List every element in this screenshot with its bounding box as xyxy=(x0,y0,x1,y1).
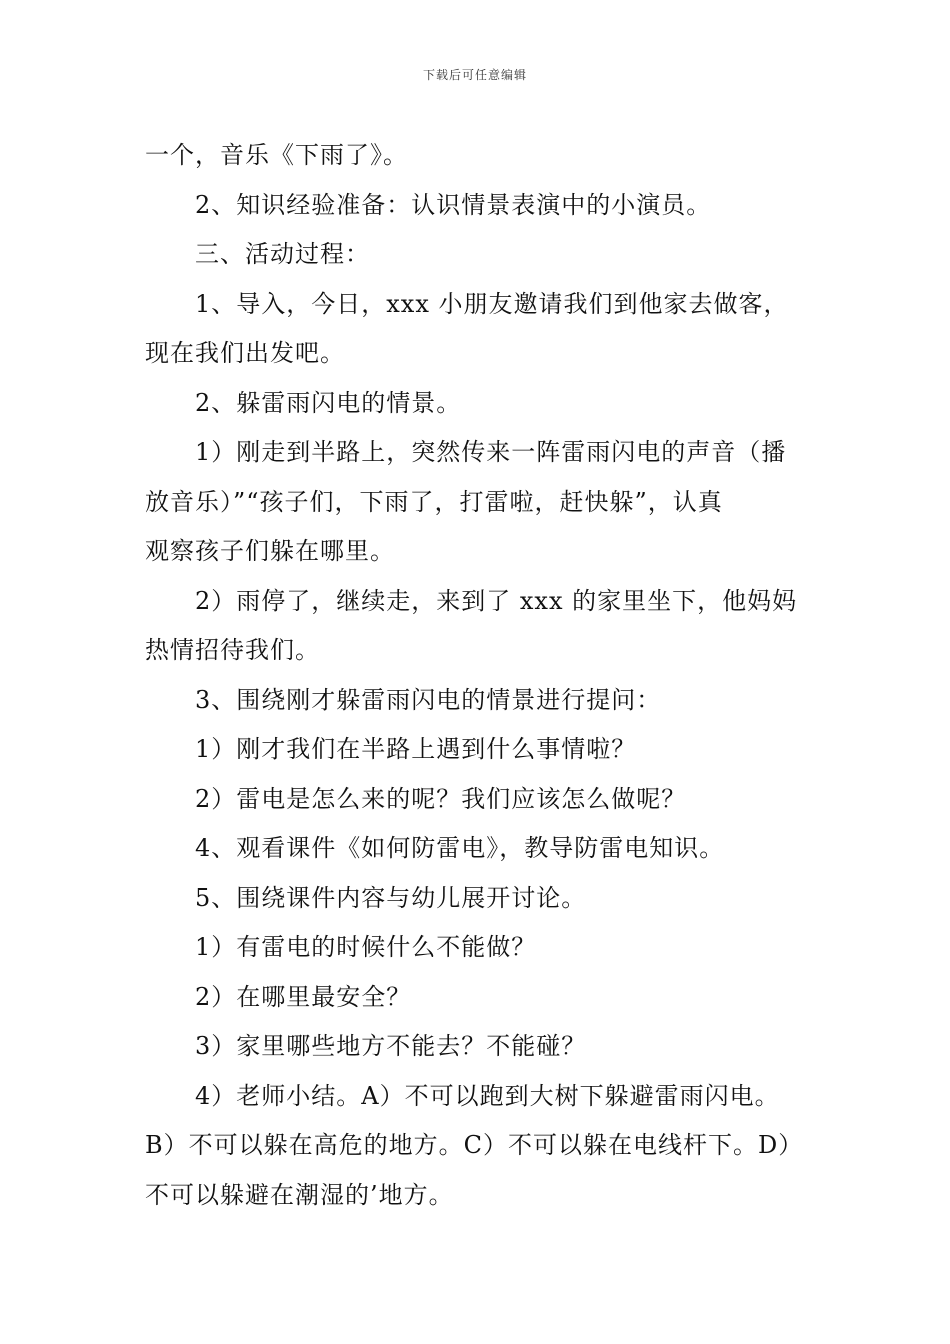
paragraph-line: 放音乐）”“孩子们，下雨了，打雷啦，赶快躲”，认真 xyxy=(145,487,723,516)
paragraph-line: 1）有雷电的时候什么不能做？ xyxy=(195,933,537,961)
paragraph-line: 2、躲雷雨闪电的情景。 xyxy=(195,388,462,417)
paragraph-line: 热情招待我们。 xyxy=(145,636,320,664)
paragraph-line: 3、围绕刚才躲雷雨闪电的情景进行提问： xyxy=(195,685,662,714)
paragraph-line: 1）刚走到半路上，突然传来一阵雷雨闪电的声音（播 xyxy=(195,438,787,466)
paragraph-line: 观察孩子们躲在哪里。 xyxy=(145,537,395,565)
page-header: 下载后可任意编辑 xyxy=(422,68,527,82)
paragraph-line: 2、知识经验准备：认识情景表演中的小演员。 xyxy=(195,190,712,219)
section-heading: 三、活动过程： xyxy=(195,240,370,268)
paragraph-line: 不可以躲避在潮湿的’地方。 xyxy=(145,1180,454,1209)
paragraph-line: 5、围绕课件内容与幼儿展开讨论。 xyxy=(195,883,587,912)
paragraph-line: 一个，音乐《下雨了》。 xyxy=(145,141,408,169)
document-body xyxy=(145,131,825,1220)
paragraph-line: 1）刚才我们在半路上遇到什么事情啦？ xyxy=(195,735,637,763)
paragraph-line: 3）家里哪些地方不能去？不能碰？ xyxy=(195,1032,587,1060)
paragraph-line: 现在我们出发吧。 xyxy=(145,339,345,367)
paragraph-line: 4、观看课件《如何防雷电》，教导防雷电知识。 xyxy=(195,834,725,862)
paragraph-line: 2）雨停了，继续走，来到了 xxx 的家里坐下，他妈妈 xyxy=(195,586,798,615)
paragraph-line: 2）雷电是怎么来的呢？我们应该怎么做呢？ xyxy=(195,784,687,813)
paragraph-line: 1、导入，今日，xxx 小朋友邀请我们到他家去做客， xyxy=(195,289,789,318)
paragraph-line: 4）老师小结。A）不可以跑到大树下躲避雷雨闪电。 xyxy=(195,1081,780,1110)
paragraph-line: 2）在哪里最安全？ xyxy=(195,982,412,1011)
paragraph-line: B）不可以躲在高危的地方。C）不可以躲在电线杆下。D） xyxy=(145,1131,804,1159)
